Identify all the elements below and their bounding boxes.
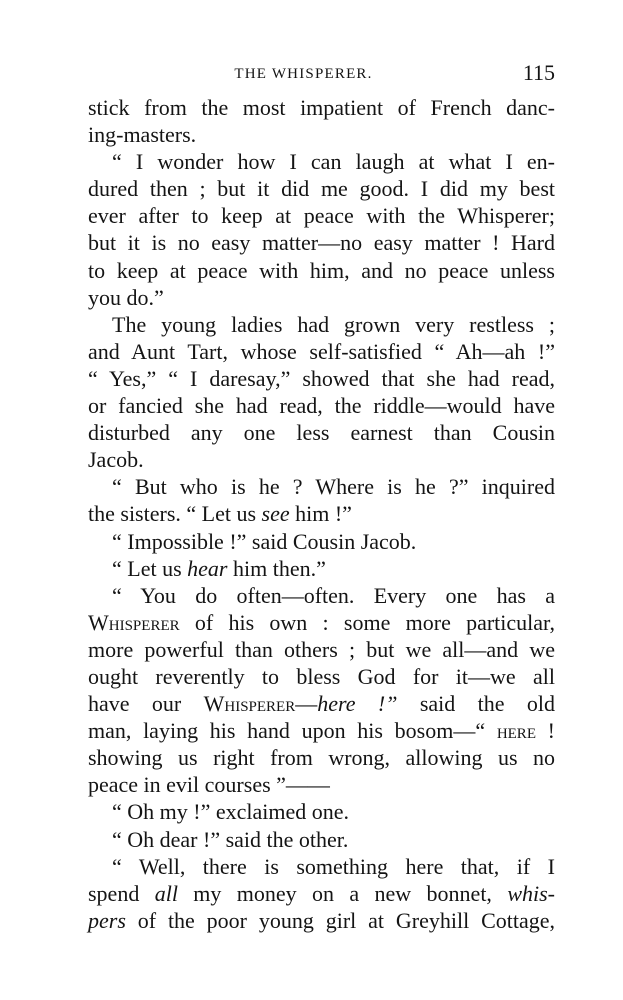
text-line: ing-masters.	[88, 122, 197, 148]
page-number: 115	[522, 60, 555, 85]
running-head	[88, 58, 555, 94]
body-text	[88, 94, 555, 934]
text-line: “ Let us hear him then.”	[112, 555, 326, 581]
text-line: “ I wonder how I can laugh at what I en-	[112, 149, 555, 175]
text-line: you do.”	[88, 284, 164, 310]
book-page	[88, 58, 555, 934]
text-line: more powerful than others ; but we all—and we	[88, 636, 555, 662]
text-line: stick from the most impatient of French danc-	[88, 95, 555, 120]
text-line: “ But who is he ? Where is he ?” inquired	[112, 474, 555, 500]
text-line: man, laying his hand upon his bosom—“ here !	[88, 718, 556, 744]
text-line: dured then ; but it did me good. I did my best	[88, 176, 555, 202]
running-title: THE WHISPERER.	[234, 66, 373, 82]
text-line: the sisters. “ Let us see him !”	[88, 501, 352, 527]
text-line: “ You do often—often. Every one has a	[112, 582, 555, 608]
text-line: “ Oh my !” exclaimed one.	[112, 799, 350, 825]
text-line: Whisperer of his own : some more particular,	[88, 609, 555, 635]
text-line: The young ladies had grown very restless ;	[112, 311, 555, 337]
text-line: “ Impossible !” said Cousin Jacob.	[112, 528, 417, 554]
text-line: spend all my money on a new bonnet, whis-	[88, 880, 555, 906]
text-line: disturbed any one less earnest than Cousin	[88, 420, 555, 446]
text-line: “ Yes,” “ I daresay,” showed that she had read,	[88, 365, 555, 391]
text-line: showing us right from wrong, allowing us no	[88, 745, 555, 771]
text-line: “ Well, there is something here that, if I	[112, 853, 555, 879]
text-line: or fancied she had read, the riddle—would have	[88, 393, 555, 419]
text-line: ever after to keep at peace with the Whisperer;	[88, 203, 555, 229]
text-line: to keep at peace with him, and no peace unless	[88, 257, 555, 283]
text-line: Jacob.	[88, 447, 144, 473]
text-line: have our Whisperer—here !” said the old	[88, 691, 555, 717]
text-line: pers of the poor young girl at Greyhill Cottage,	[88, 907, 555, 933]
text-line: and Aunt Tart, whose self-satisfied “ Ah—ah !”	[88, 338, 555, 364]
text-line: peace in evil courses ”——	[88, 772, 330, 798]
text-line: but it is no easy matter—no easy matter ! Hard	[88, 230, 555, 256]
text-line: “ Oh dear !” said the other.	[112, 826, 349, 852]
text-line: ought reverently to bless God for it—we all	[88, 663, 555, 689]
